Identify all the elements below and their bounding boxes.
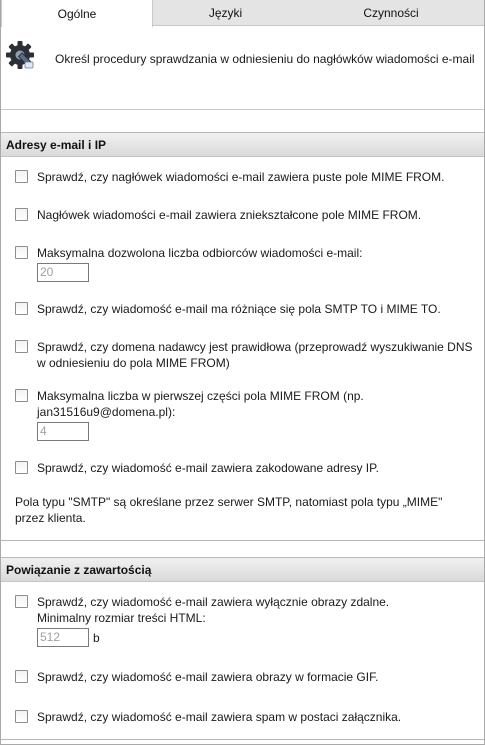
- option-max-number-mime-from: Maksymalna liczba w pierwszej części pola MIME FROM (np. jan31516u9@domena.pl): 4: [15, 388, 474, 441]
- option-malformed-mime-from: Nagłówek wiadomości e-mail zawiera zniekształcone pole MIME FROM.: [15, 207, 474, 223]
- max-number-mime-from-input[interactable]: 4: [37, 422, 89, 441]
- tab-jezyki[interactable]: Języki: [208, 5, 243, 20]
- intro-panel: [1, 26, 484, 110]
- checkbox-encoded-ip[interactable]: [15, 461, 28, 474]
- section-content: [1, 557, 484, 740]
- option-gif-images: Sprawdź, czy wiadomość e-mail zawiera obrazy w formacie GIF.: [15, 669, 474, 685]
- checkbox-remote-images-only[interactable]: [15, 595, 28, 608]
- checkbox-max-recipients[interactable]: [15, 246, 28, 259]
- section-email-ip: [1, 132, 484, 541]
- tab-ogolne[interactable]: Ogólne: [1, 0, 153, 27]
- checkbox-sender-domain-dns[interactable]: [15, 340, 28, 353]
- option-remote-images-only: Sprawdź, czy wiadomość e-mail zawiera wyłącznie obrazy zdalne. Minimalny rozmiar treści HTML: 512 b: [15, 594, 474, 647]
- tab-czynnosci[interactable]: Czynności: [363, 5, 419, 20]
- option-smtp-mime-to-diff: Sprawdź, czy wiadomość e-mail ma różniące się pola SMTP TO i MIME TO.: [15, 301, 474, 317]
- checkbox-max-number-mime-from[interactable]: [15, 389, 28, 402]
- checkbox-malformed-mime-from[interactable]: [15, 208, 28, 221]
- option-encoded-ip: Sprawdź, czy wiadomość e-mail zawiera zakodowane adresy IP.: [15, 460, 474, 476]
- option-sender-domain-dns: Sprawdź, czy domena nadawcy jest prawidłowa (przeprowadź wyszukiwanie DNS w odniesieniu do pola MIME FROM): [15, 339, 474, 371]
- option-empty-mime-from: Sprawdź, czy nagłówek wiadomości e-mail zawiera puste pole MIME FROM.: [15, 169, 474, 185]
- checkbox-gif-images[interactable]: [15, 670, 28, 683]
- min-html-size-input[interactable]: 512: [37, 628, 89, 647]
- tab-bar: [1, 0, 484, 26]
- checkbox-empty-mime-from[interactable]: [15, 170, 28, 183]
- option-max-recipients: Maksymalna dozwolona liczba odbiorców wiadomości e-mail: 20: [15, 245, 474, 282]
- checkbox-smtp-mime-to-diff[interactable]: [15, 302, 28, 315]
- gear-wrench-icon: [5, 40, 35, 70]
- intro-text: Określ procedury sprawdzania w odniesieniu do nagłówków wiadomości e-mail: [55, 52, 475, 66]
- checkbox-attachment-spam[interactable]: [15, 710, 28, 723]
- size-unit-label: b: [93, 631, 100, 645]
- section-title-email-ip: Adresy e-mail i IP: [1, 133, 484, 157]
- smtp-mime-note: Pola typu "SMTP" są określane przez serwer SMTP, natomiast pola typu „MIME" przez klienta.: [15, 495, 443, 525]
- section-title-content: Powiązanie z zawartością: [1, 558, 484, 582]
- max-recipients-input[interactable]: 20: [37, 263, 89, 282]
- option-attachment-spam: Sprawdź, czy wiadomość e-mail zawiera spam w postaci załącznika.: [15, 709, 474, 739]
